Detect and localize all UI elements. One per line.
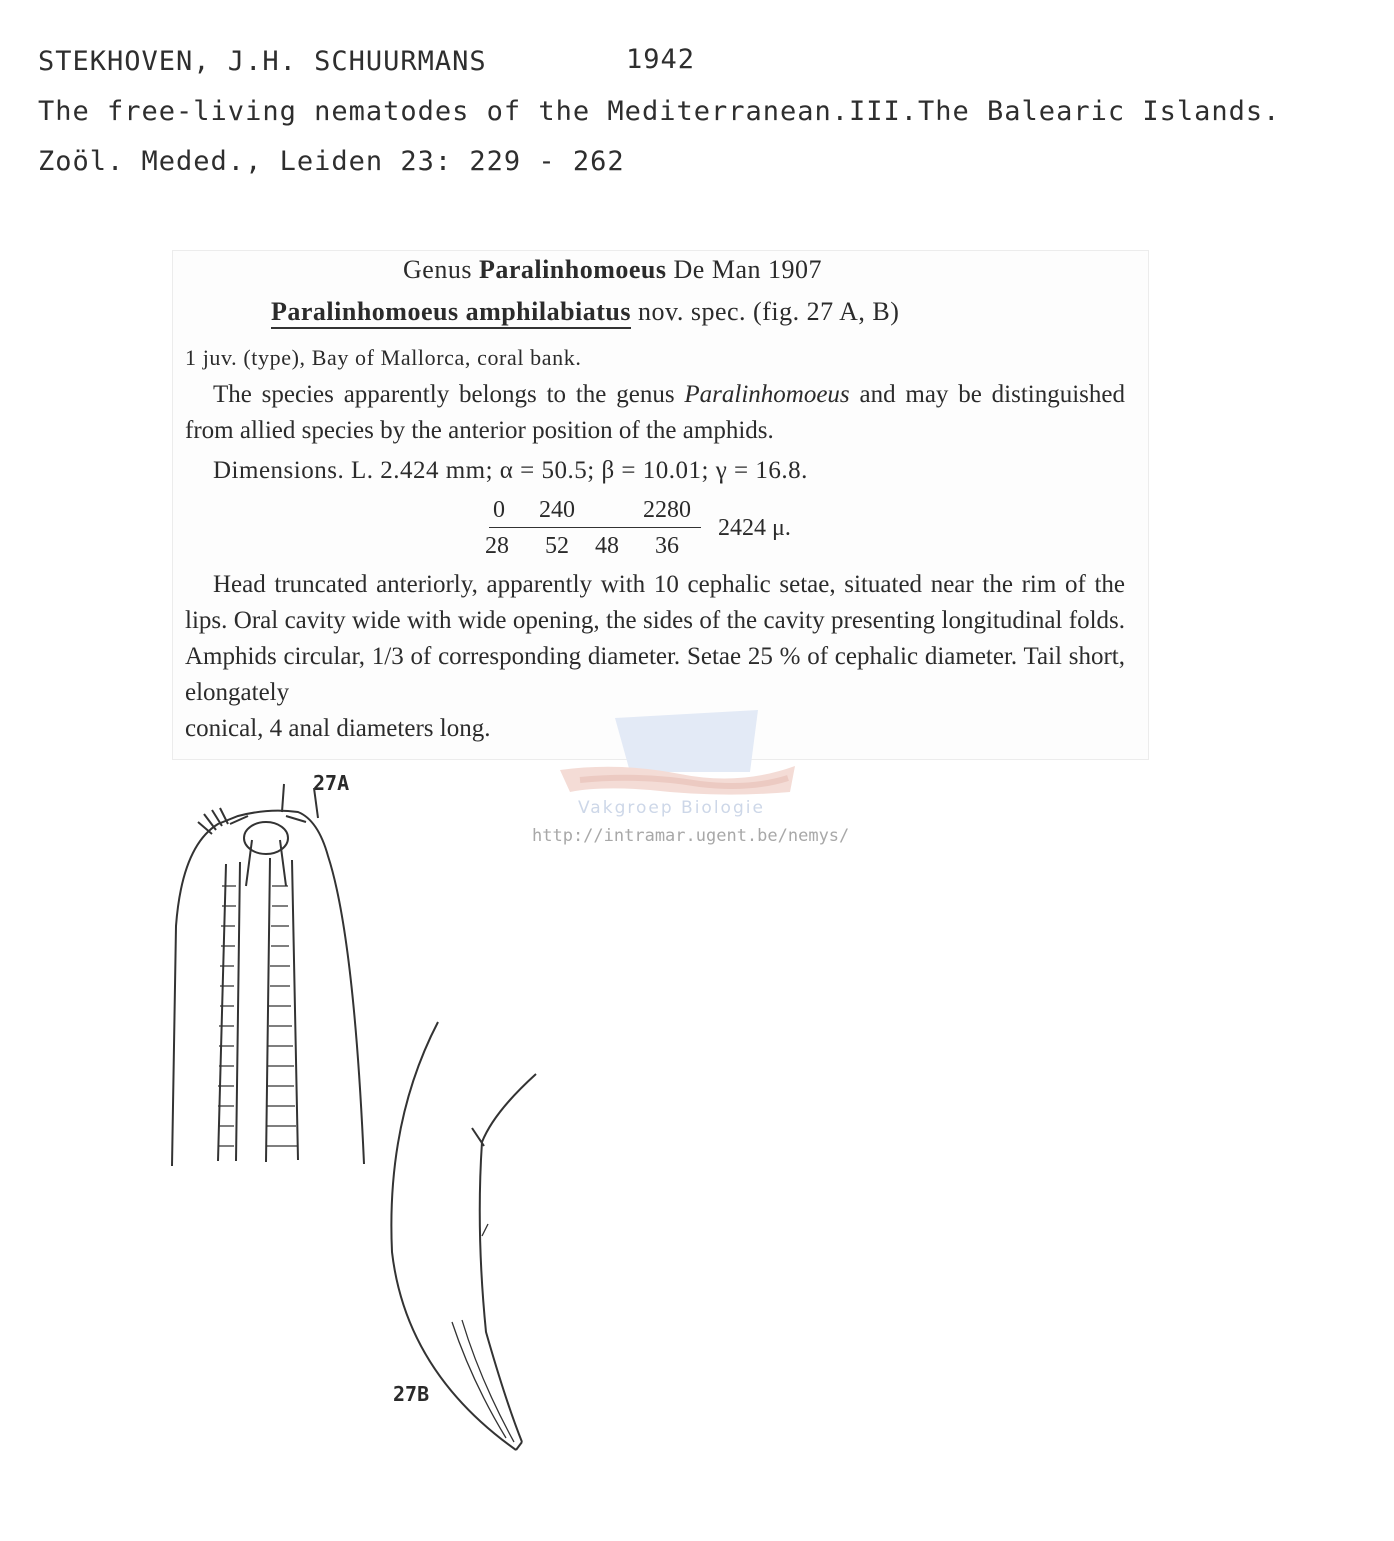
citation-author: STEKHOVEN, J.H. SCHUURMANS [38, 46, 487, 77]
citation-title: The free-living nematodes of the Mediterranean.III.The Balearic Islands. [38, 96, 1281, 127]
intro-paragraph [185, 377, 1125, 449]
buccal-opening [246, 840, 286, 886]
marine-biology-ship-logo-icon [560, 700, 800, 800]
tail-dorsal-outline [480, 1074, 536, 1442]
species-heading [271, 297, 899, 327]
cavity-folds [218, 886, 297, 1146]
tail-seta [482, 1224, 488, 1236]
description-clipping [172, 250, 1149, 760]
intro-text-b: and may be distinguished from allied species by the anterior position of the amphids. [185, 381, 1125, 444]
species-suffix: nov. spec. (fig. 27 A, B) [638, 297, 900, 326]
tail-tip [516, 1442, 522, 1450]
citation-year: 1942 [626, 44, 696, 75]
intro-genus-italic: Paralinhomoeus [684, 381, 850, 408]
citation-journal: Zoöl. Meded., Leiden 23: 229 - 262 [38, 146, 625, 177]
watermark-org: Vakgroep Biologie [578, 798, 765, 818]
description-text: Head truncated anteriorly, apparently with 10 cephalic setae, situated near the rim of the lips. Oral cavity wide with wide opening, the sides of the cavity presenting longitudinal folds. Amphids circular, 1/3 of corresponding diameter. Setae 25 % of cephalic diameter. Tail short, elongately [185, 571, 1125, 706]
formula-bottom-value: 48 [595, 533, 619, 559]
formula-numerator [489, 497, 701, 528]
formula-top-value: 2280 [643, 497, 691, 523]
formula-total: 2424 μ. [718, 515, 791, 541]
description-last-line: conical, 4 anal diameters long. [185, 715, 491, 742]
formula-denominator [483, 533, 703, 563]
formula-bottom-value: 36 [655, 533, 679, 559]
oral-cavity-right-wall [266, 858, 298, 1162]
genus-heading [403, 255, 822, 285]
genus-suffix: De Man 1907 [673, 255, 822, 284]
genus-prefix: Genus [403, 255, 472, 284]
formula-top-value: 240 [539, 497, 575, 523]
genus-name: Paralinhomoeus [478, 255, 667, 284]
material-line: 1 juv. (type), Bay of Mallorca, coral bank. [185, 345, 582, 370]
intro-text-a: The species apparently belongs to the genus [213, 381, 685, 408]
figure-27a-head-drawing [168, 776, 368, 1176]
formula-bottom-value: 28 [485, 533, 509, 559]
watermark-url: http://intramar.ugent.be/nemys/ [532, 826, 850, 846]
formula-top-value: 0 [493, 497, 505, 523]
figure-27a-label: 27A [313, 771, 350, 795]
figure-27b-label: 27B [393, 1382, 430, 1406]
dimensions-line: Dimensions. L. 2.424 mm; α = 50.5; β = 10.01; γ = 16.8. [213, 457, 808, 484]
oral-cavity-left-wall [218, 862, 240, 1161]
anus [472, 1128, 484, 1146]
species-name: Paralinhomoeus amphilabiatus [271, 297, 631, 329]
formula-bottom-value: 52 [545, 533, 569, 559]
